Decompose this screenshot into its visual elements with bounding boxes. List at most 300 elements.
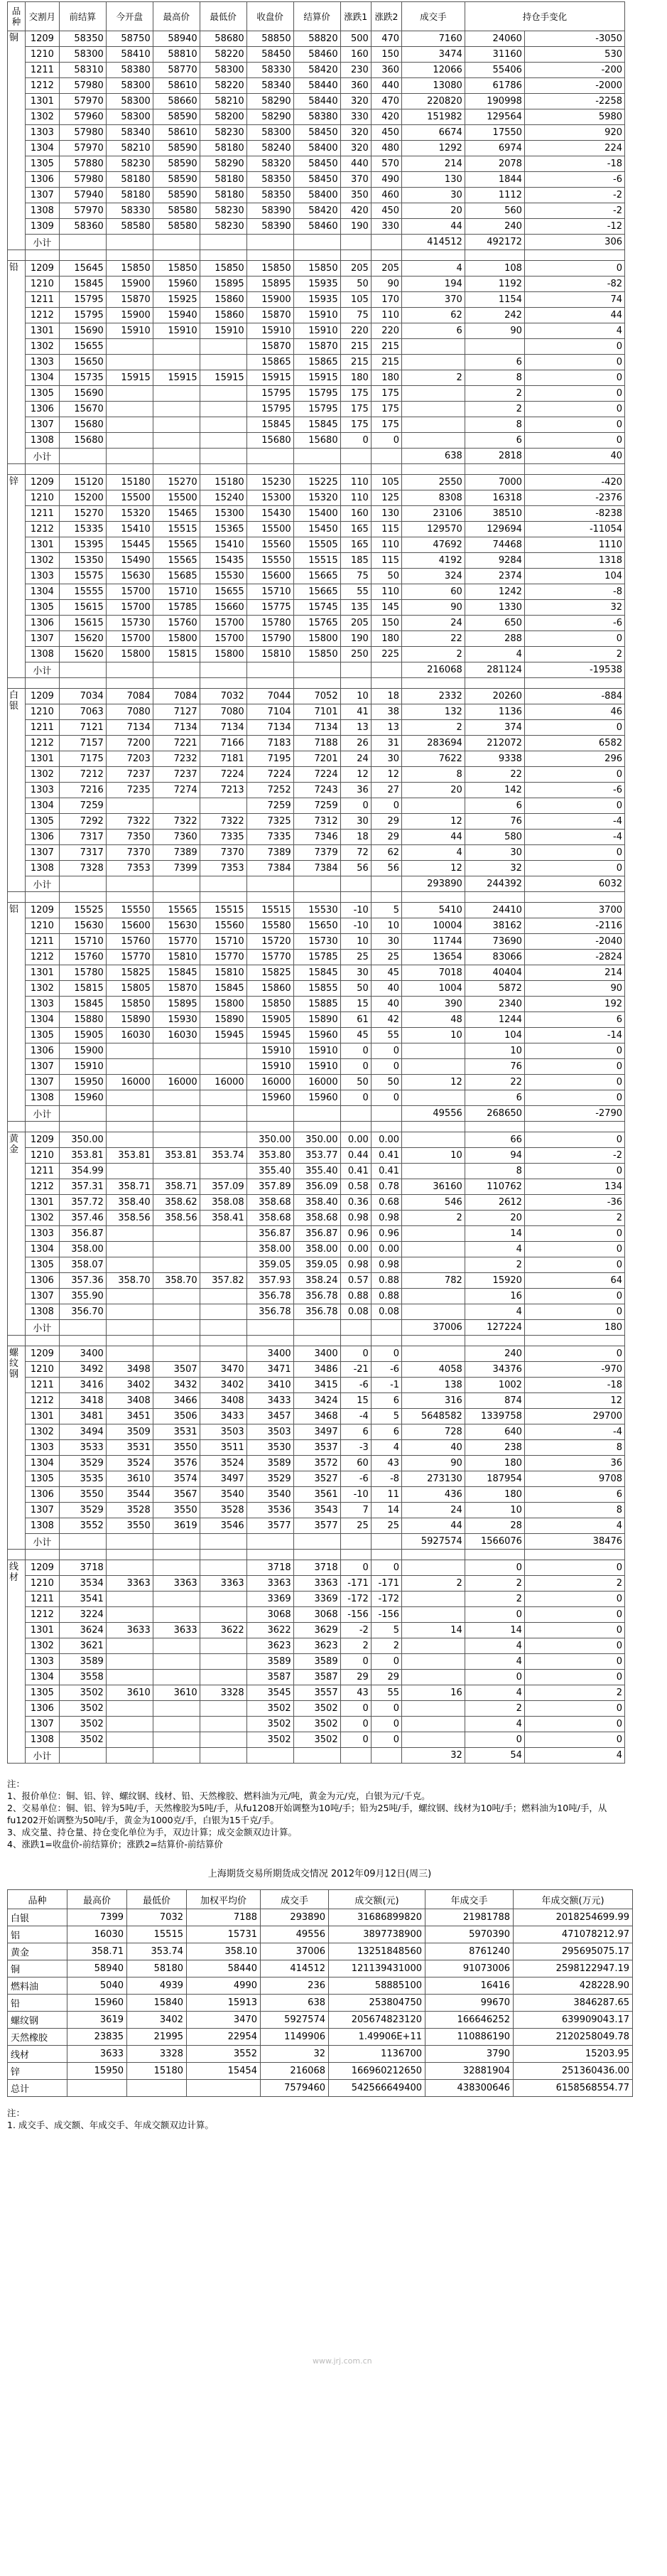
summary-row — [8, 2080, 633, 2097]
value-cell: 0 — [524, 1226, 624, 1242]
value-cell — [153, 1607, 200, 1623]
value-cell: 7353 — [106, 861, 153, 876]
empty-cell — [246, 250, 293, 261]
empty-cell — [106, 1550, 153, 1560]
value-cell — [200, 1346, 246, 1362]
value-cell: 1330 — [465, 600, 524, 616]
empty-cell — [293, 1748, 340, 1764]
summary-value: 3328 — [127, 2046, 187, 2063]
value-cell: 58450 — [293, 172, 340, 188]
value-cell: 58850 — [246, 31, 293, 47]
table-row — [8, 1362, 625, 1378]
note-line: 3、成交量、持仓量、持仓变化单位为手，双边计算；成交金额双边计算。 — [7, 1827, 297, 1837]
summary-row — [8, 2046, 633, 2063]
value-cell: 3524 — [200, 1456, 246, 1471]
value-cell: -36 — [524, 1195, 624, 1211]
value-cell: 9338 — [465, 751, 524, 767]
value-cell: 0.88 — [371, 1289, 401, 1304]
value-cell: 0.88 — [371, 1273, 401, 1289]
month-cell: 1308 — [26, 1518, 60, 1534]
value-cell: 55 — [371, 1028, 401, 1043]
value-cell: 58230 — [200, 219, 246, 235]
value-cell: 15710 — [153, 584, 200, 600]
value-cell: 15515 — [153, 522, 200, 537]
value-cell: 3470 — [200, 1362, 246, 1378]
value-cell: 13080 — [402, 78, 465, 94]
subtotal-row — [8, 1748, 625, 1764]
value-cell: 15890 — [200, 1012, 246, 1028]
value-cell: 0 — [524, 1289, 624, 1304]
value-cell: 420 — [340, 203, 371, 219]
table-row — [8, 63, 625, 78]
value-cell: 58590 — [153, 156, 200, 172]
value-cell: 390 — [402, 997, 465, 1012]
table-row — [8, 172, 625, 188]
value-cell: 57970 — [59, 94, 106, 109]
value-cell: -8 — [524, 584, 624, 600]
value-cell: 0.41 — [371, 1148, 401, 1164]
summary-value: 358.71 — [67, 1943, 127, 1960]
value-cell: 0 — [340, 1346, 371, 1362]
table-row — [8, 292, 625, 308]
value-cell: 12 — [402, 1075, 465, 1090]
subtotal-volume: 293890 — [402, 876, 465, 892]
value-cell: 15860 — [200, 308, 246, 323]
value-cell — [200, 1701, 246, 1717]
value-cell: 0.41 — [340, 1164, 371, 1179]
value-cell: 440 — [371, 78, 401, 94]
month-cell: 1302 — [26, 1211, 60, 1226]
month-cell: 1303 — [26, 569, 60, 584]
value-cell: 0 — [524, 861, 624, 876]
table-row — [8, 1717, 625, 1732]
value-cell: 15655 — [200, 584, 246, 600]
empty-cell — [465, 1550, 524, 1560]
value-cell: 15800 — [106, 647, 153, 662]
empty-cell — [59, 1122, 106, 1132]
value-cell: 3572 — [293, 1456, 340, 1471]
value-cell — [402, 798, 465, 814]
value-cell: 58810 — [153, 47, 200, 63]
value-cell: 15880 — [59, 1012, 106, 1028]
value-cell: 7018 — [402, 965, 465, 981]
value-cell: 58450 — [246, 47, 293, 63]
summary-value: 2120258049.78 — [514, 2029, 633, 2046]
subtotal-oi: 54 — [465, 1748, 524, 1764]
value-cell: 2 — [340, 1638, 371, 1654]
value-cell: -172 — [340, 1592, 371, 1607]
value-cell: 15790 — [246, 631, 293, 647]
value-cell: 15815 — [59, 981, 106, 997]
value-cell: 7335 — [246, 830, 293, 845]
value-cell: 58180 — [200, 141, 246, 156]
value-cell: 24 — [402, 616, 465, 631]
value-cell: 142 — [465, 783, 524, 798]
summary-value: 3470 — [187, 2012, 261, 2029]
empty-cell — [293, 1122, 340, 1132]
group-gap-row — [8, 1550, 625, 1560]
value-cell: -884 — [524, 689, 624, 704]
value-cell: 15810 — [246, 647, 293, 662]
value-cell: 3400 — [59, 1346, 106, 1362]
value-cell: 355.40 — [293, 1164, 340, 1179]
table-row — [8, 402, 625, 417]
summary-value: 15180 — [127, 2063, 187, 2080]
value-cell: 12066 — [402, 63, 465, 78]
summary-value: 58940 — [67, 1960, 127, 1977]
value-cell: 0 — [524, 433, 624, 449]
value-cell: 15855 — [293, 981, 340, 997]
value-cell: 15890 — [106, 1012, 153, 1028]
value-cell: 22 — [465, 767, 524, 783]
value-cell: 58290 — [246, 109, 293, 125]
summary-value: 216068 — [261, 2063, 329, 2080]
value-cell: 374 — [465, 720, 524, 736]
summary-value: 15960 — [67, 1995, 127, 2012]
month-cell: 1301 — [26, 751, 60, 767]
value-cell: 920 — [524, 125, 624, 141]
value-cell: 1318 — [524, 553, 624, 569]
value-cell — [153, 1257, 200, 1273]
value-cell: 15825 — [246, 965, 293, 981]
empty-cell — [371, 876, 401, 892]
value-cell: 460 — [371, 188, 401, 203]
value-cell: 129570 — [402, 522, 465, 537]
value-cell: 0 — [340, 1043, 371, 1059]
value-cell: 242 — [465, 308, 524, 323]
value-cell: 3530 — [246, 1440, 293, 1456]
value-cell: -10 — [340, 1487, 371, 1503]
value-cell: 6 — [371, 1393, 401, 1409]
value-cell: 151982 — [402, 109, 465, 125]
empty-cell — [59, 1550, 106, 1560]
value-cell: 353.74 — [200, 1148, 246, 1164]
value-cell: 15230 — [246, 475, 293, 490]
watermark: www.jrj.com.cn — [313, 2356, 372, 2366]
summary-header-cell: 成交手 — [261, 1890, 329, 1909]
value-cell: 1004 — [402, 981, 465, 997]
subtotal-label: 小计 — [26, 1106, 60, 1122]
subtotal-change: 4 — [524, 1748, 624, 1764]
value-cell — [106, 417, 153, 433]
summary-header-cell: 最低价 — [127, 1890, 187, 1909]
value-cell: 570 — [371, 156, 401, 172]
month-cell: 1211 — [26, 720, 60, 736]
value-cell: 15710 — [246, 584, 293, 600]
month-cell: 1301 — [26, 1195, 60, 1211]
value-cell: 1154 — [465, 292, 524, 308]
value-cell: 60 — [340, 1456, 371, 1471]
value-cell: 23106 — [402, 506, 465, 522]
summary-value: 2598122947.19 — [514, 1960, 633, 1977]
month-cell: 1301 — [26, 323, 60, 339]
table-row — [8, 1654, 625, 1670]
value-cell: 41 — [340, 704, 371, 720]
value-cell — [402, 433, 465, 449]
value-cell — [200, 1732, 246, 1748]
value-cell: 15600 — [106, 918, 153, 934]
value-cell — [402, 1732, 465, 1748]
value-cell: 15890 — [293, 1012, 340, 1028]
value-cell: 353.81 — [59, 1148, 106, 1164]
value-cell: 1339758 — [465, 1409, 524, 1424]
value-cell: 15550 — [246, 553, 293, 569]
value-cell: 15915 — [293, 370, 340, 386]
header-prev-settle: 前结算 — [59, 2, 106, 31]
value-cell: 283694 — [402, 736, 465, 751]
value-cell: 58590 — [153, 141, 200, 156]
subtotal-volume: 414512 — [402, 235, 465, 250]
header-change1: 涨跌1 — [340, 2, 371, 31]
value-cell: 58460 — [293, 47, 340, 63]
empty-cell — [153, 250, 200, 261]
table-row — [8, 78, 625, 94]
summary-value — [67, 2080, 127, 2097]
empty-cell — [371, 678, 401, 689]
empty-cell — [200, 1122, 246, 1132]
value-cell: 11 — [371, 1487, 401, 1503]
value-cell: 0.00 — [371, 1242, 401, 1257]
value-cell: 75 — [340, 569, 371, 584]
value-cell: 7200 — [106, 736, 153, 751]
value-cell: 3529 — [246, 1471, 293, 1487]
value-cell: 62 — [371, 845, 401, 861]
value-cell: 15960 — [246, 1090, 293, 1106]
empty-cell — [59, 1320, 106, 1336]
value-cell — [402, 1654, 465, 1670]
value-cell: 7101 — [293, 704, 340, 720]
value-cell: 440 — [340, 156, 371, 172]
summary-variety: 白银 — [8, 1909, 67, 1926]
summary-value: 5970390 — [425, 1926, 514, 1943]
value-cell: 1112 — [465, 188, 524, 203]
empty-cell — [200, 892, 246, 903]
month-cell: 1306 — [26, 1701, 60, 1717]
value-cell — [402, 1043, 465, 1059]
value-cell: -8238 — [524, 506, 624, 522]
empty-cell — [106, 250, 153, 261]
value-cell: 7317 — [59, 830, 106, 845]
value-cell: 224 — [524, 141, 624, 156]
table-row — [8, 631, 625, 647]
header-volume: 成交手 — [402, 2, 465, 31]
variety-label: 铜 — [8, 31, 26, 250]
empty-cell — [246, 449, 293, 464]
value-cell: 7134 — [200, 720, 246, 736]
summary-value: 7399 — [67, 1909, 127, 1926]
value-cell — [153, 1654, 200, 1670]
summary-value: 31686899820 — [329, 1909, 425, 1926]
empty-cell — [465, 678, 524, 689]
value-cell: 358.70 — [153, 1273, 200, 1289]
value-cell: 0.44 — [340, 1148, 371, 1164]
empty-cell — [293, 1534, 340, 1550]
table-row — [8, 1623, 625, 1638]
value-cell: -11054 — [524, 522, 624, 537]
value-cell: 15910 — [200, 323, 246, 339]
empty-cell — [340, 662, 371, 678]
table-row — [8, 981, 625, 997]
value-cell: 3410 — [246, 1378, 293, 1393]
value-cell: 3589 — [293, 1654, 340, 1670]
value-cell: 0 — [524, 1043, 624, 1059]
value-cell: 3502 — [59, 1717, 106, 1732]
table-row — [8, 1242, 625, 1257]
value-cell — [402, 1701, 465, 1717]
value-cell — [200, 1289, 246, 1304]
value-cell: 500 — [340, 31, 371, 47]
summary-value: 23835 — [67, 2029, 127, 2046]
value-cell: 357.93 — [246, 1273, 293, 1289]
table-row — [8, 1576, 625, 1592]
value-cell: 24 — [402, 1503, 465, 1518]
empty-cell — [153, 235, 200, 250]
table-row — [8, 950, 625, 965]
value-cell: 0 — [340, 1732, 371, 1748]
month-cell: 1303 — [26, 1440, 60, 1456]
value-cell: 58340 — [246, 78, 293, 94]
value-cell: 110 — [371, 584, 401, 600]
summary-value: 7032 — [127, 1909, 187, 1926]
value-cell — [402, 386, 465, 402]
empty-cell — [106, 1336, 153, 1346]
value-cell: 16000 — [246, 1075, 293, 1090]
value-cell: 7224 — [200, 767, 246, 783]
value-cell: 29 — [371, 1670, 401, 1685]
table-row — [8, 490, 625, 506]
empty-cell — [340, 1534, 371, 1550]
month-cell: 1305 — [26, 600, 60, 616]
value-cell: 15760 — [153, 616, 200, 631]
month-cell: 1209 — [26, 689, 60, 704]
value-cell: 3622 — [246, 1623, 293, 1638]
table-row — [8, 1090, 625, 1106]
empty-cell — [465, 1122, 524, 1132]
value-cell: 15850 — [293, 261, 340, 277]
variety-label: 铅 — [8, 261, 26, 464]
value-cell: 0 — [524, 1592, 624, 1607]
value-cell: 15910 — [293, 308, 340, 323]
value-cell: 1110 — [524, 537, 624, 553]
value-cell: 15560 — [246, 537, 293, 553]
value-cell: 2 — [402, 1211, 465, 1226]
empty-cell — [340, 892, 371, 903]
value-cell — [402, 355, 465, 370]
table-row — [8, 934, 625, 950]
value-cell: 0 — [524, 1346, 624, 1362]
value-cell: 357.46 — [59, 1211, 106, 1226]
value-cell: 16000 — [200, 1075, 246, 1090]
value-cell: 55 — [340, 584, 371, 600]
value-cell: 31 — [371, 736, 401, 751]
value-cell: 0 — [465, 1607, 524, 1623]
value-cell: 7389 — [246, 845, 293, 861]
value-cell: 90 — [371, 277, 401, 292]
table-row — [8, 522, 625, 537]
value-cell: 3577 — [293, 1518, 340, 1534]
value-cell: 5872 — [465, 981, 524, 997]
value-cell: 215 — [371, 355, 401, 370]
table-row — [8, 1211, 625, 1226]
value-cell: -21 — [340, 1362, 371, 1378]
value-cell: 58300 — [106, 78, 153, 94]
value-cell: 15505 — [293, 537, 340, 553]
value-cell: 15560 — [200, 918, 246, 934]
value-cell: 20 — [402, 203, 465, 219]
value-cell: 14 — [465, 1226, 524, 1242]
value-cell: 356.78 — [293, 1289, 340, 1304]
table-row — [8, 1487, 625, 1503]
header-oi: 持仓手 — [522, 11, 550, 22]
value-cell: 15800 — [200, 997, 246, 1012]
summary-value: 16030 — [67, 1926, 127, 1943]
month-cell: 1209 — [26, 261, 60, 277]
value-cell: 7212 — [59, 767, 106, 783]
value-cell: 1242 — [465, 584, 524, 600]
summary-value: 438300646 — [425, 2080, 514, 2097]
month-cell: 1210 — [26, 47, 60, 63]
value-cell: 3511 — [200, 1440, 246, 1456]
month-cell: 1304 — [26, 370, 60, 386]
group-gap-row — [8, 250, 625, 261]
summary-variety: 黄金 — [8, 1943, 67, 1960]
value-cell: 356.87 — [293, 1226, 340, 1242]
empty-cell — [200, 250, 246, 261]
empty-cell — [293, 235, 340, 250]
value-cell: 0.36 — [340, 1195, 371, 1211]
value-cell: 15710 — [59, 934, 106, 950]
value-cell: 15650 — [293, 918, 340, 934]
value-cell: 15935 — [293, 292, 340, 308]
value-cell: 5 — [371, 903, 401, 918]
subtotal-volume: 638 — [402, 449, 465, 464]
summary-variety: 铜 — [8, 1960, 67, 1977]
value-cell: 580 — [465, 830, 524, 845]
value-cell: 7216 — [59, 783, 106, 798]
value-cell: 15690 — [59, 386, 106, 402]
value-cell — [106, 1059, 153, 1075]
table-row — [8, 1670, 625, 1685]
value-cell — [153, 1242, 200, 1257]
value-cell — [200, 1304, 246, 1320]
summary-value: 638 — [261, 1995, 329, 2012]
value-cell: 3610 — [106, 1685, 153, 1701]
value-cell — [106, 402, 153, 417]
value-cell: 16000 — [106, 1075, 153, 1090]
value-cell: 47692 — [402, 537, 465, 553]
value-cell: 4 — [402, 261, 465, 277]
value-cell: 320 — [340, 94, 371, 109]
table-row — [8, 219, 625, 235]
value-cell: 15865 — [246, 355, 293, 370]
header-close: 收盘价 — [246, 2, 293, 31]
summary-value: 542566649400 — [329, 2080, 425, 2097]
value-cell: 7259 — [293, 798, 340, 814]
value-cell: 61786 — [465, 78, 524, 94]
value-cell: 160 — [340, 47, 371, 63]
summary-value: 49556 — [261, 1926, 329, 1943]
note-line: 1. 成交手、成交额、年成交手、年成交额双边计算。 — [7, 2120, 214, 2130]
value-cell: 22 — [465, 1075, 524, 1090]
value-cell: 3502 — [59, 1685, 106, 1701]
value-cell: 57880 — [59, 156, 106, 172]
value-cell: 58210 — [200, 94, 246, 109]
value-cell: 3498 — [106, 1362, 153, 1378]
value-cell: 480 — [371, 141, 401, 156]
value-cell: 7080 — [200, 704, 246, 720]
table-row — [8, 506, 625, 522]
value-cell: 58420 — [293, 63, 340, 78]
